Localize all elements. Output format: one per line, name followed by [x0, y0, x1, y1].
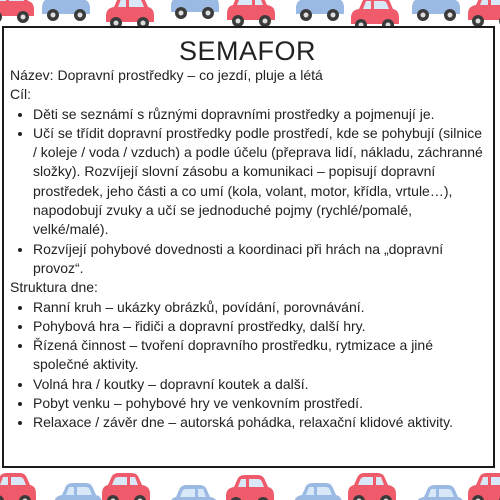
structure-list [10, 298, 485, 433]
car-icon [0, 470, 38, 500]
car-icon [220, 472, 276, 500]
name-line: Název: Dopravní prostředky – co jezdí, pluje a létá [10, 67, 323, 83]
structure-item: • Pobyt venku – pohybové hry ve venkovním prostředí. [33, 394, 485, 413]
goals-label: Cíl: [10, 86, 31, 103]
goal-item: • Děti se seznámí s různými dopravními prostředky a pojmenují je. [33, 105, 485, 124]
car-icon [346, 470, 402, 500]
document-card [2, 26, 495, 468]
car-icon [288, 480, 344, 500]
goals-list [10, 105, 485, 279]
car-icon [290, 0, 346, 24]
structure-item: • Relaxace / závěr dne – autorská pohádka, relaxační klidové aktivity. [33, 413, 485, 432]
car-icon [165, 0, 221, 22]
structure-item: • Řízená činnost – tvoření dopravního prostředku, rytmizace a jiné společné aktivity. [33, 336, 485, 375]
structure-item: • Ranní kruh – ukázky obrázků, povídání, porovnávání. [33, 298, 485, 317]
goal-item: • Rozvíjejí pohybové dovednosti a koordinaci při hrách na „dopravní provoz“. [33, 240, 485, 279]
car-icon [410, 482, 466, 500]
structure-label: Struktura dne: [10, 279, 98, 296]
structure-item: • Volná hra / koutky – dopravní koutek a další. [33, 375, 485, 394]
page-title: SEMAFOR [178, 36, 316, 66]
structure-item: • Pohybová hra – řidiči a dopravní prostředky, další hry. [33, 317, 485, 336]
car-icon [40, 0, 96, 24]
car-icon [0, 0, 36, 26]
car-icon [410, 0, 466, 24]
car-icon [100, 470, 156, 500]
car-icon [168, 482, 224, 500]
car-icon [462, 470, 500, 500]
car-icon [48, 480, 104, 500]
goal-item: • Učí se třídit dopravní prostředky podle prostředí, kde se pohybují (silnice / koleje / voda / vzduch) a podle účelu (přeprava lidí, nákladu, záchranné složky). Rozvíjejí slovní zásobu a komunikaci – popisují dopravní prostředek, jeho části a co umí (kola, volant, motor, křídla, vrtule…), napodobují zvuky a učí se jednoduché pojmy (rychlé/pomalé, velké/malé). [33, 124, 485, 240]
